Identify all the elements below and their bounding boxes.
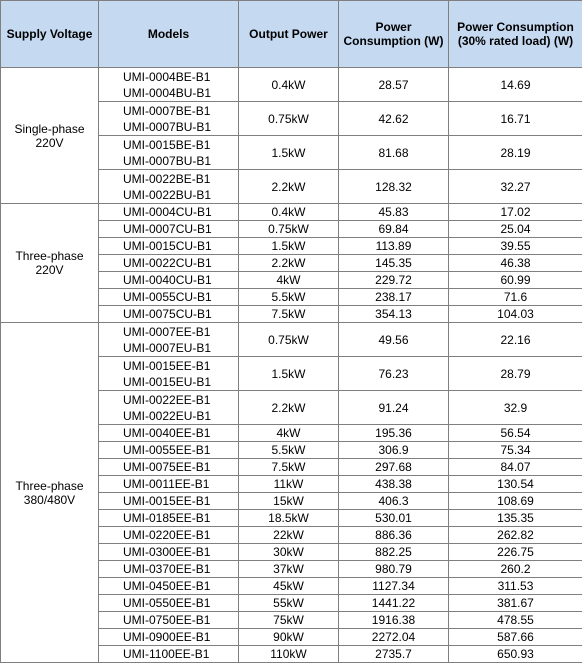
model-number: UMI-0004BE-B1 [123, 69, 211, 84]
power-consumption-cell: 354.13 [339, 306, 449, 323]
output-power-cell: 1.5kW [239, 238, 339, 255]
model-number: UMI-0185EE-B1 [123, 511, 211, 525]
header-power-consumption: Power Consumption (W) [339, 1, 449, 68]
power-consumption-30-cell: 39.55 [449, 238, 582, 255]
models-cell [99, 595, 239, 612]
power-consumption-cell: 145.35 [339, 255, 449, 272]
model-number: UMI-0370EE-B1 [123, 562, 211, 576]
models-cell [99, 578, 239, 595]
models-cell [99, 306, 239, 323]
models-cell [99, 238, 239, 255]
supply-voltage-cell: Three-phase 380/480V [1, 323, 99, 663]
table-row [1, 68, 582, 102]
output-power-cell: 30kW [239, 544, 339, 561]
header-output-power: Output Power [239, 1, 339, 68]
power-consumption-cell: 28.57 [339, 68, 449, 102]
power-consumption-30-cell: 56.54 [449, 425, 582, 442]
power-consumption-cell: 1916.38 [339, 612, 449, 629]
output-power-cell: 0.4kW [239, 68, 339, 102]
output-power-cell: 90kW [239, 629, 339, 646]
power-consumption-30-cell: 104.03 [449, 306, 582, 323]
power-consumption-cell: 406.3 [339, 493, 449, 510]
output-power-cell: 18.5kW [239, 510, 339, 527]
models-cell [99, 646, 239, 663]
power-consumption-cell: 195.36 [339, 425, 449, 442]
power-consumption-30-cell: 17.02 [449, 204, 582, 221]
output-power-cell: 5.5kW [239, 442, 339, 459]
power-consumption-cell: 980.79 [339, 561, 449, 578]
model-number: UMI-0055CU-B1 [123, 290, 212, 304]
power-consumption-cell: 1441.22 [339, 595, 449, 612]
models-cell [99, 102, 239, 136]
output-power-cell: 7.5kW [239, 459, 339, 476]
model-number: UMI-0075CU-B1 [123, 307, 212, 321]
model-number: UMI-0040CU-B1 [123, 273, 212, 287]
model-number: UMI-0550EE-B1 [123, 596, 211, 610]
model-number: UMI-0900EE-B1 [123, 630, 211, 644]
power-consumption-cell: 886.36 [339, 527, 449, 544]
output-power-cell: 0.75kW [239, 102, 339, 136]
output-power-cell: 2.2kW [239, 391, 339, 425]
power-consumption-30-cell: 108.69 [449, 493, 582, 510]
models-cell [99, 459, 239, 476]
power-consumption-cell: 2272.04 [339, 629, 449, 646]
model-number: UMI-0015EE-B1 [123, 358, 211, 373]
table-body [1, 68, 582, 663]
model-number: UMI-0007EU-B1 [123, 340, 212, 355]
models-cell [99, 272, 239, 289]
models-cell [99, 204, 239, 221]
power-consumption-cell: 2735.7 [339, 646, 449, 663]
power-consumption-30-cell: 28.79 [449, 357, 582, 391]
model-number: UMI-0022EU-B1 [123, 408, 212, 423]
power-consumption-cell: 530.01 [339, 510, 449, 527]
models-cell [99, 561, 239, 578]
output-power-cell: 11kW [239, 476, 339, 493]
model-number: UMI-0007BE-B1 [123, 103, 211, 118]
power-consumption-cell: 69.84 [339, 221, 449, 238]
model-number: UMI-0015EE-B1 [123, 494, 211, 508]
power-consumption-cell: 306.9 [339, 442, 449, 459]
models-cell [99, 544, 239, 561]
models-cell [99, 289, 239, 306]
power-consumption-cell: 45.83 [339, 204, 449, 221]
supply-voltage-cell: Single-phase 220V [1, 68, 99, 204]
output-power-cell: 22kW [239, 527, 339, 544]
power-consumption-cell: 1127.34 [339, 578, 449, 595]
power-consumption-30-cell: 32.27 [449, 170, 582, 204]
power-consumption-cell: 42.62 [339, 102, 449, 136]
output-power-cell: 15kW [239, 493, 339, 510]
output-power-cell: 0.4kW [239, 204, 339, 221]
power-consumption-30-cell: 22.16 [449, 323, 582, 357]
power-consumption-cell: 238.17 [339, 289, 449, 306]
output-power-cell: 1.5kW [239, 357, 339, 391]
power-consumption-cell: 49.56 [339, 323, 449, 357]
power-consumption-cell: 128.32 [339, 170, 449, 204]
model-number: UMI-0015BE-B1 [123, 137, 211, 152]
power-consumption-30-cell: 587.66 [449, 629, 582, 646]
output-power-cell: 5.5kW [239, 289, 339, 306]
model-number: UMI-1100EE-B1 [123, 647, 210, 661]
model-number: UMI-0015EU-B1 [123, 374, 212, 389]
power-consumption-30-cell: 32.9 [449, 391, 582, 425]
models-cell [99, 425, 239, 442]
models-cell [99, 136, 239, 170]
power-consumption-30-cell: 650.93 [449, 646, 582, 663]
model-number: UMI-0007BU-B1 [123, 153, 212, 168]
model-number: UMI-0022EE-B1 [123, 392, 211, 407]
power-consumption-30-cell: 46.38 [449, 255, 582, 272]
power-consumption-cell: 76.23 [339, 357, 449, 391]
model-number: UMI-0220EE-B1 [123, 528, 211, 542]
table-header [1, 1, 582, 68]
header-supply-voltage: Supply Voltage [1, 1, 99, 68]
power-consumption-30-cell: 130.54 [449, 476, 582, 493]
power-consumption-cell: 882.25 [339, 544, 449, 561]
models-cell [99, 612, 239, 629]
output-power-cell: 37kW [239, 561, 339, 578]
model-number: UMI-0007EE-B1 [123, 324, 211, 339]
model-number: UMI-0011EE-B1 [123, 477, 210, 491]
power-consumption-cell: 91.24 [339, 391, 449, 425]
output-power-cell: 2.2kW [239, 255, 339, 272]
models-cell [99, 629, 239, 646]
output-power-cell: 55kW [239, 595, 339, 612]
power-consumption-30-cell: 75.34 [449, 442, 582, 459]
models-cell [99, 323, 239, 357]
models-cell [99, 493, 239, 510]
models-cell [99, 510, 239, 527]
models-cell [99, 391, 239, 425]
power-consumption-cell: 297.68 [339, 459, 449, 476]
model-number: UMI-0004BU-B1 [123, 85, 212, 100]
power-consumption-30-cell: 262.82 [449, 527, 582, 544]
models-cell [99, 476, 239, 493]
model-number: UMI-0015CU-B1 [123, 239, 212, 253]
model-number: UMI-0022BE-B1 [123, 171, 211, 186]
power-consumption-30-cell: 381.67 [449, 595, 582, 612]
power-consumption-cell: 438.38 [339, 476, 449, 493]
header-models: Models [99, 1, 239, 68]
power-consumption-30-cell: 311.53 [449, 578, 582, 595]
model-number: UMI-0022BU-B1 [123, 187, 212, 202]
power-consumption-30-cell: 226.75 [449, 544, 582, 561]
power-consumption-30-cell: 14.69 [449, 68, 582, 102]
header-row [1, 1, 582, 68]
models-cell [99, 357, 239, 391]
output-power-cell: 0.75kW [239, 323, 339, 357]
output-power-cell: 45kW [239, 578, 339, 595]
table-row [1, 323, 582, 357]
model-number: UMI-0750EE-B1 [123, 613, 211, 627]
output-power-cell: 110kW [239, 646, 339, 663]
power-consumption-30-cell: 135.35 [449, 510, 582, 527]
output-power-cell: 1.5kW [239, 136, 339, 170]
power-consumption-30-cell: 84.07 [449, 459, 582, 476]
model-number: UMI-0055EE-B1 [123, 443, 211, 457]
models-cell [99, 68, 239, 102]
model-number: UMI-0004CU-B1 [123, 205, 212, 219]
power-consumption-cell: 113.89 [339, 238, 449, 255]
model-number: UMI-0007CU-B1 [123, 222, 212, 236]
models-cell [99, 221, 239, 238]
power-consumption-30-cell: 28.19 [449, 136, 582, 170]
output-power-cell: 4kW [239, 425, 339, 442]
model-number: UMI-0040EE-B1 [123, 426, 211, 440]
models-cell [99, 255, 239, 272]
power-consumption-cell: 81.68 [339, 136, 449, 170]
output-power-cell: 75kW [239, 612, 339, 629]
model-number: UMI-0022CU-B1 [123, 256, 212, 270]
supply-voltage-cell: Three-phase 220V [1, 204, 99, 323]
model-number: UMI-0450EE-B1 [123, 579, 211, 593]
output-power-cell: 2.2kW [239, 170, 339, 204]
power-consumption-30-cell: 478.55 [449, 612, 582, 629]
output-power-cell: 7.5kW [239, 306, 339, 323]
power-consumption-cell: 229.72 [339, 272, 449, 289]
output-power-cell: 4kW [239, 272, 339, 289]
power-consumption-30-cell: 16.71 [449, 102, 582, 136]
power-consumption-30-cell: 60.99 [449, 272, 582, 289]
models-cell [99, 527, 239, 544]
power-consumption-30-cell: 25.04 [449, 221, 582, 238]
models-cell [99, 442, 239, 459]
power-consumption-30-cell: 260.2 [449, 561, 582, 578]
model-number: UMI-0007BU-B1 [123, 119, 212, 134]
table-row [1, 204, 582, 221]
model-number: UMI-0300EE-B1 [123, 545, 211, 559]
models-cell [99, 170, 239, 204]
header-power-consumption-30: Power Consumption (30% rated load) (W) [449, 1, 582, 68]
output-power-cell: 0.75kW [239, 221, 339, 238]
power-consumption-30-cell: 71.6 [449, 289, 582, 306]
model-number: UMI-0075EE-B1 [123, 460, 211, 474]
